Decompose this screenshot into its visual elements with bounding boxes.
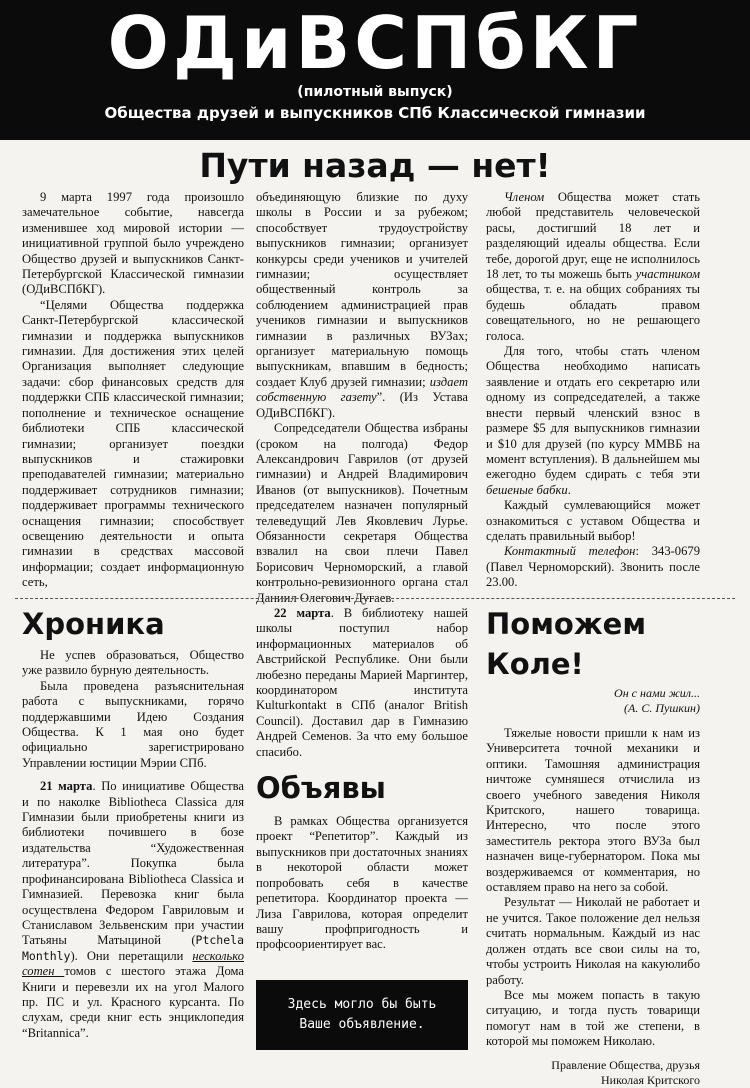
signature-line: Николая Критского [601,1072,700,1087]
signature [486,1058,700,1088]
contact-text: : 343-0679 (Павел Черноморский). Звонить после 23.00. [486,544,700,590]
ads-heading: Объявы [256,771,386,806]
contact-paragraph [486,544,700,590]
article-paragraph [256,190,468,421]
article-paragraph [486,190,700,344]
middle-bottom-column [256,606,468,953]
ad-box-line: Здесь могло бы быть [287,997,437,1012]
article-paragraph: 9 марта 1997 года произошло замечательное событие, навсегда изменившее ход мировой истории — инициативной группой было учреждено Общество друзей и выпускников Санкт-Петербургской Классической гимназии (ОДиВСПбКГ). [22,190,244,297]
help-paragraph: Все мы можем попасть в такую ситуацию, и тогда пусть товарищи помогут нам в той же степени, в которой мы поможем Николаю. [486,987,700,1049]
article-paragraph: “Целями Общества поддержка Санкт-Петербургской классической гимназии и поддержка выпускников гимназии. Для достижения этих целей Организация выполняет следующие задачи: сбор финансовых средств для поддержки СПБ классической гимназии; пополнение и техническое оснащение библиотеки СПБ классической гимназии; организует поездки выпускников и стажировки преподавателей гимназии; материально поддерживает сотрудников гимназии; поддерживает программы технического оснащения гимназии; способствует освещению деятельности и опыта гимназии в средствах массовой информации; создает информационную сеть, [22,297,244,590]
text-run: . В библиотеку нашей школы поступил набор информационных материалов об Австрийской Республике. Они были любезно переданы Марией Маргинтер, координатором института Kulturkontakt в СПб (аналог British Council). Доставил дар в Гимназию Андрей Семенов. За что ему большое спасибо. [256,606,468,759]
help-paragraph: Тяжелые новости пришли к нам из Университета точной механики и оптики. Тамошняя администрация ничтоже сумняшеся отчислила из своего учебного заведения Николя Критского, нашего товарища. Интересно, что после этого заместитель ректора этого ВУЗа был назначен вице-губернатором. Пока мы воздерживаемся от комментария, но оставляем право на него за собой. [486,726,700,895]
signature-line: Правление Общества, друзья [551,1057,700,1072]
main-headline: Пути назад — нет! [199,146,551,185]
masthead-subtitle: Общества друзей и выпускников СПб Классической гимназии [104,104,646,122]
text-run: Для того, чтобы стать членом Общества необходимо написать заявление и отдать его секретарю или одному из сопредседателей, а также внести первый членский взнос в размере $5 для выпускников гимназии и $10 для друзей (по курсу ММВБ на момент вступления). В дальнейшем мы ежегодно будем сдирать с тебя эти [486,344,700,482]
text-run: общества, т. е. на общих собраниях ты будешь обладать правом совещательного, но не решающего голоса. [486,282,700,343]
article-paragraph: Каждый сумлевающийся может ознакомиться с уставом Общества и сделать правильный выбор! [486,498,700,543]
epigraph-quote: Он с нами жил... [614,686,700,700]
chronicle-column [22,606,244,1041]
help-paragraph: Результат — Николай не работает и не учится. Такое положение дел нельзя считать нормальным. Каждый из нас должен отдать все свои силы на то, чтобы устроить Николая на какуюлибо работу. [486,895,700,987]
italic-run: участником [635,267,700,282]
section-divider [15,598,735,599]
help-heading-line-1: Поможем [486,607,647,641]
chronicle-heading: Хроника [22,607,165,641]
italic-run: несколько сотен [22,948,244,979]
epigraph-author: (А. С. Пушкин) [624,701,700,715]
help-heading-line-2: Коле! [486,647,584,681]
text-run: ). Они перетащили [70,948,193,963]
masthead [0,0,750,140]
ad-placeholder-box [256,980,468,1050]
masthead-pilot: (пилотный выпуск) [297,84,453,100]
article-paragraph [486,344,700,498]
date-label: 21 марта [40,779,93,794]
main-article-column-3 [486,190,700,591]
contact-label: Контактный телефон [504,544,636,559]
text-run: . По инициативе Общества и по наколке Bibliotheca Classica для Гимназии были приобретены книги из библиотеки почившего в бозе издательства “Художественная литература”. Покупка была профинансирована Bibliotheca Classica и Гимназией. Перевозка книг была осуществлена Федором Гавриловым и Станиславом Зельвенским при участии Татьяны Матыциной ( [22,779,244,948]
epigraph [486,686,700,716]
article-paragraph: Сопредседатели Общества избраны (сроком на полгода) Федор Александрович Гаврилов (от друзей гимназии) и Андрей Владимирович Иванов (от выпускников). Почетным председателем назначен популярный телеведущий Лев Яковлевич Лурье. Обязанности секретаря Общества взвалил на свои плечи Павел Борисович Черноморский, а главой контрольно-ревизионного органа стал Даниил Олегович Дугаев. [256,421,468,605]
mono-run: Ptchela Monthly [22,933,244,963]
main-article-column-2 [256,190,468,606]
text-run: Общества может стать любой представитель человеческой расы, достигший 18 лет и разделяющий идеалы общества. Если тебе, дорогой друг, еще не исполнилось 18 лет, то ты можешь быть [486,190,700,282]
ad-box-line: Ваше объявление. [299,1017,425,1032]
chronicle-paragraph: Была проведена разъяснительная работа с выпускниками, горячо поддержавшими Идею Создания Общества. К 1 мая оно будет официально зарегистрировано Управлении юстиции Мэрии СПб. [22,678,244,770]
chronicle-paragraph [256,606,468,760]
ads-paragraph: В рамках Общества организуется проект “Репетитор”. Каждый из выпускников при достаточных знаниях в некоторой области может попробовать себя в качестве репетитора. Координатор проекта — Лиза Гаврилова, которая определит вашу профпригодность и профсоориентирует вас. [256,814,468,952]
text-run: объединяющую близкие по духу школы в России и за рубежом; способствует трудоустройству выпускников гимназии; организует конкурсы среди учеников и учителей гимназии; осуществляет общественный контроль за соблюдением администрацией прав учеников гимназии и выпускников гимназии в различных ВУЗах; организует материальную помощь выпускникам, впавшим в бедность; создает Клуб друзей гимназии; [256,190,468,389]
italic-run: бешеные бабки [486,482,568,497]
italic-run: Членом [504,190,545,204]
text-run: ”. (Из Устава ОДиВСПбКГ). [256,390,468,420]
text-run: томов с шестого этажа Дома Книги и перевезли их на угол Малого пр. ПС и ул. Красного курсанта. По слухам, среди книг есть энциклопедия “Britannica”. [22,964,244,1040]
italic-run: издает собственную газету [256,374,468,405]
text-run: . [567,482,571,497]
main-article-column-1 [22,190,244,591]
help-column [486,606,700,1088]
chronicle-paragraph: Не успев образоваться, Общество уже развило бурную деятельность. [22,648,244,678]
chronicle-paragraph [22,779,244,1041]
date-label: 22 марта [274,606,331,620]
masthead-title: ОДиВСПбКГ [107,1,643,85]
